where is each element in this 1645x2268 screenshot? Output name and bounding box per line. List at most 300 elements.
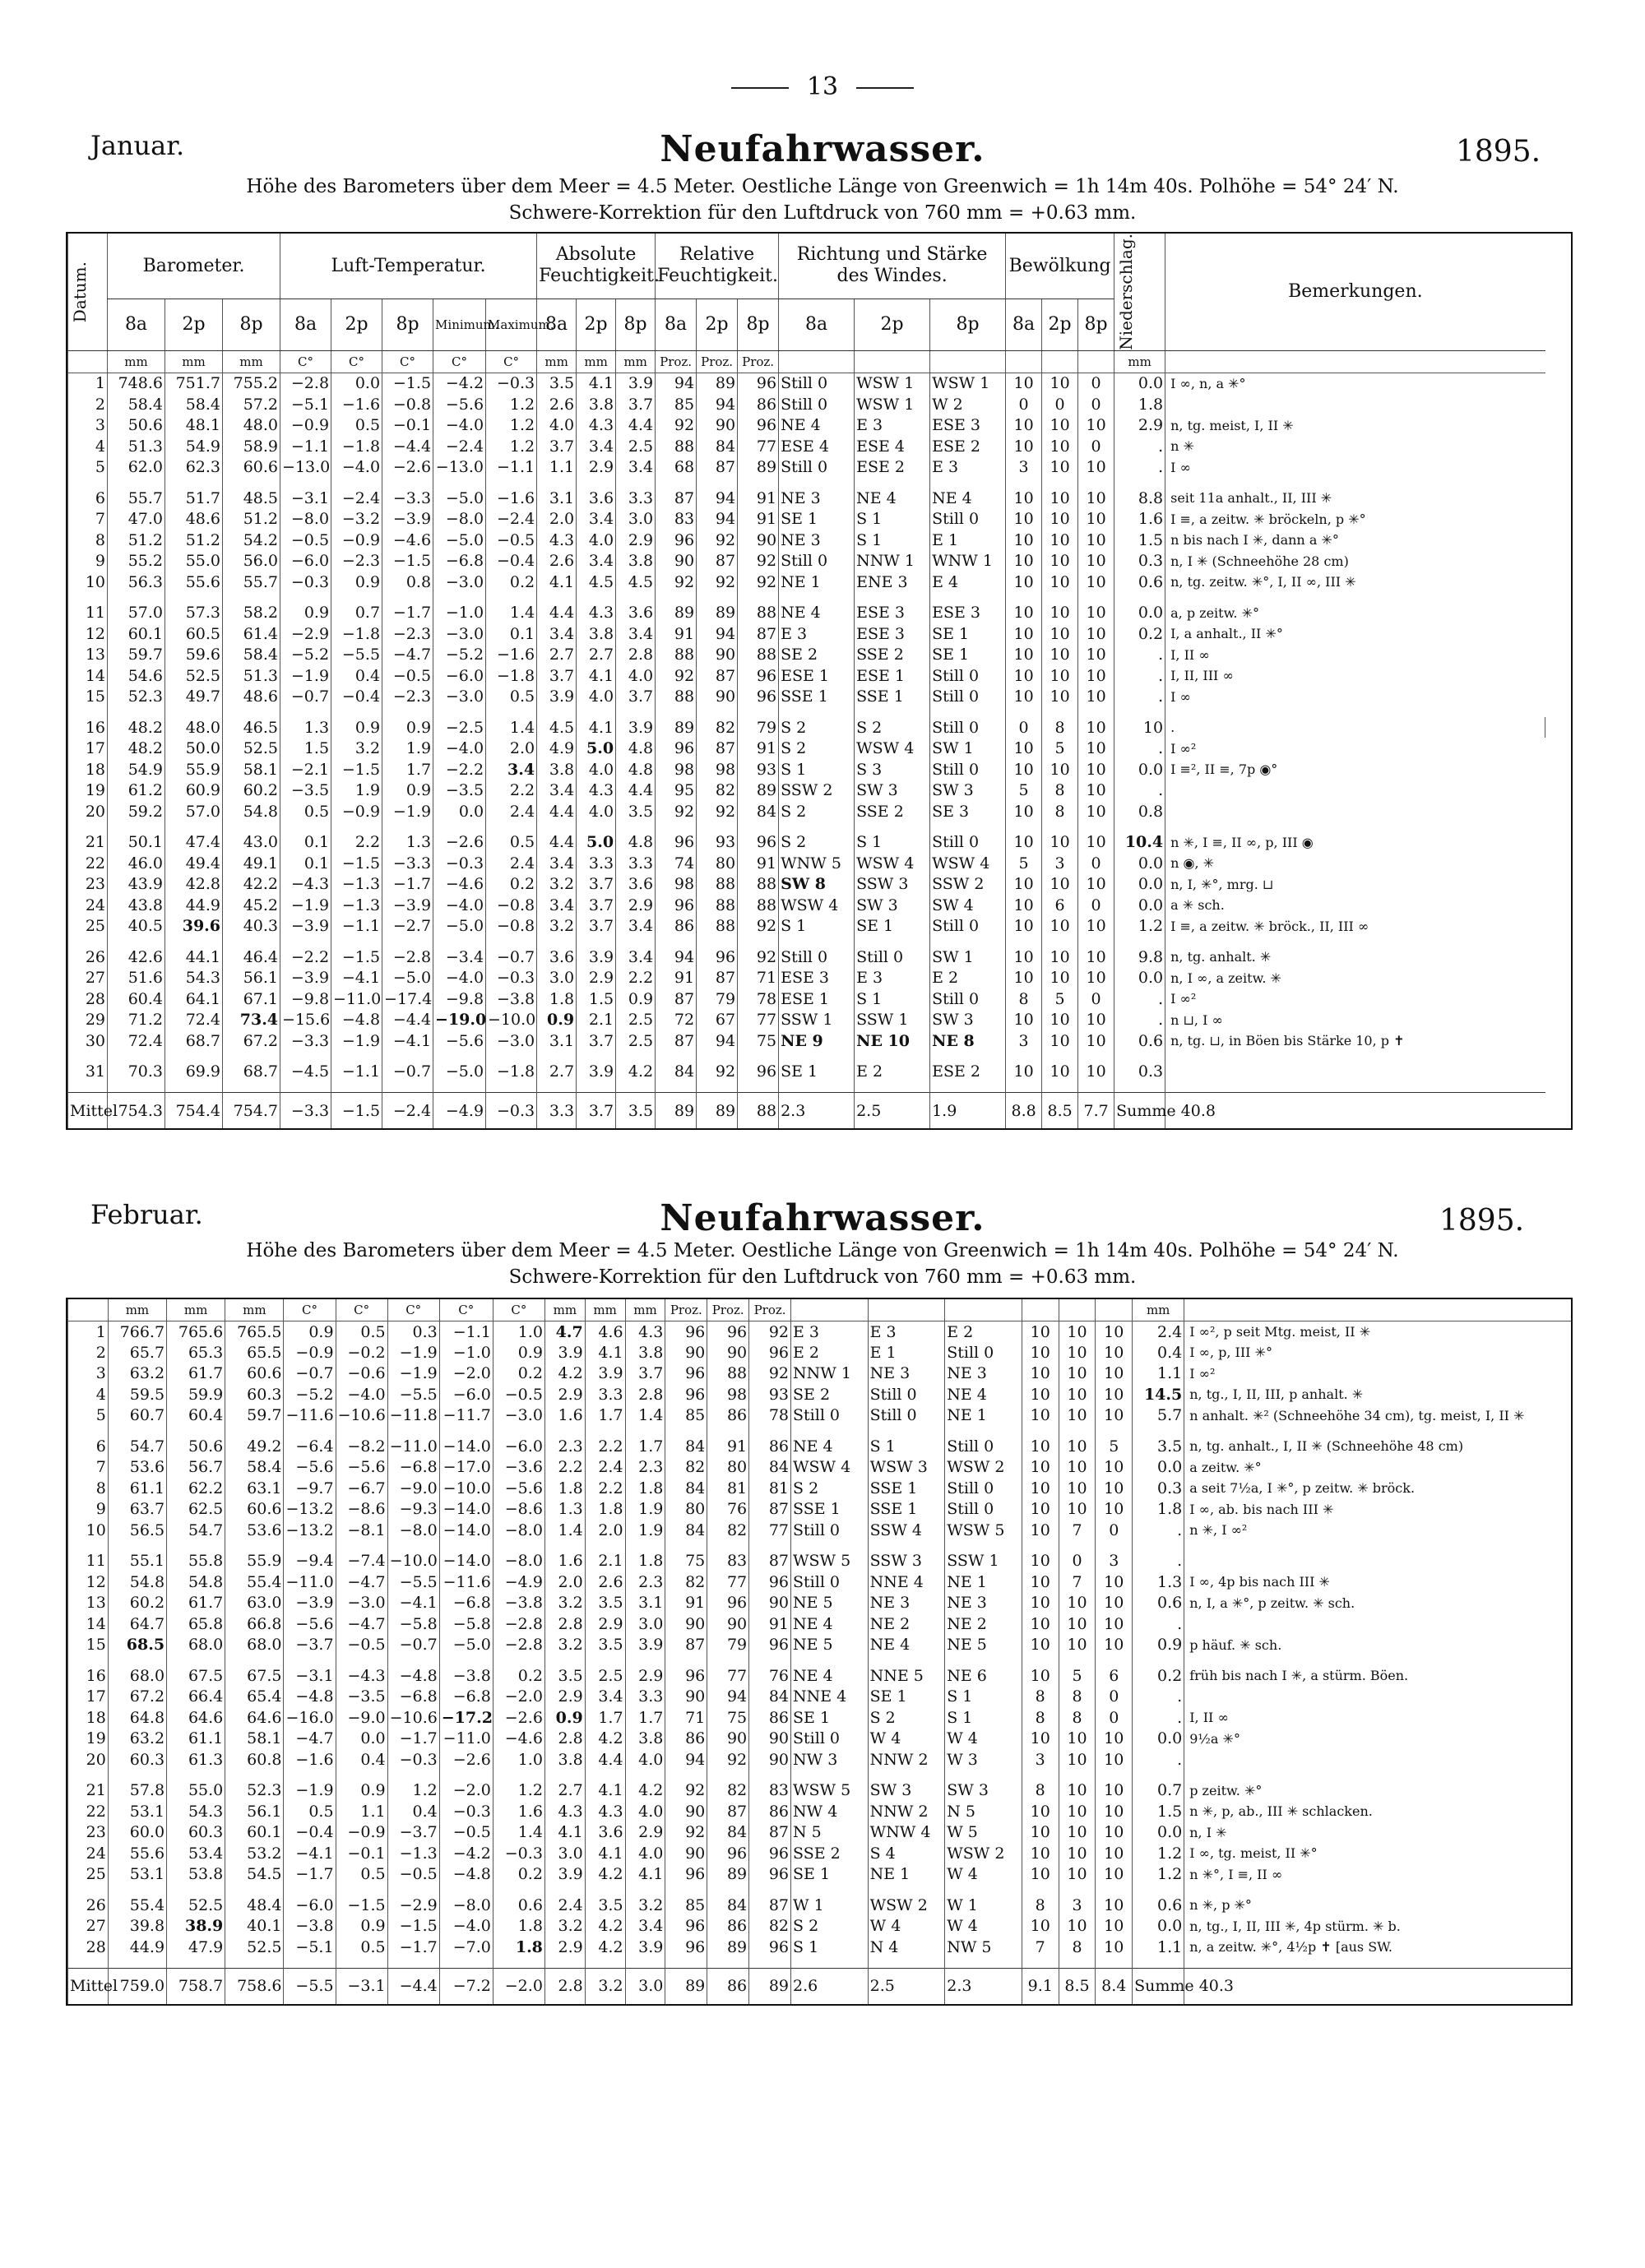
table-row xyxy=(68,1593,1572,1614)
cell: 55.9 xyxy=(165,759,223,780)
cell: 52.3 xyxy=(108,686,165,707)
cell: 3.9 xyxy=(577,1061,616,1082)
cell: NNW 2 xyxy=(868,1801,945,1822)
cell: 2.3 xyxy=(544,1436,585,1457)
cell: −2.0 xyxy=(439,1363,493,1385)
cell: 3.4 xyxy=(486,759,537,780)
cell: 2.9 xyxy=(616,895,656,916)
unit-cell: mm xyxy=(625,1299,665,1321)
cell: 10 xyxy=(1006,1009,1042,1030)
cell: E 2 xyxy=(791,1342,869,1363)
cell: 52.5 xyxy=(167,1895,225,1916)
cell: 60.7 xyxy=(108,1405,166,1427)
cell: 10 xyxy=(1042,686,1078,707)
cell: −0.6 xyxy=(336,1363,387,1385)
cell: NE 5 xyxy=(945,1635,1022,1656)
cell: 10 xyxy=(1042,508,1078,530)
cell: 12 xyxy=(68,1571,109,1593)
unit-cell: mm xyxy=(165,350,223,373)
cell: 10 xyxy=(1059,1405,1096,1427)
unit-cell: mm xyxy=(585,1299,625,1321)
cell: 89 xyxy=(707,1864,749,1886)
cell: 4.3 xyxy=(577,602,616,623)
unit-cell xyxy=(1022,1299,1059,1321)
cell: 10 xyxy=(1059,1478,1096,1499)
cell: 48.2 xyxy=(108,717,165,738)
cell: 63.7 xyxy=(108,1499,166,1520)
cell: 77 xyxy=(707,1665,749,1687)
cell: 88 xyxy=(738,895,779,916)
cell: −2.8 xyxy=(382,947,433,968)
cell: 0 xyxy=(1006,717,1042,738)
cell: 2.3 xyxy=(625,1457,665,1479)
cell: 3.1 xyxy=(537,488,577,509)
cell: NW 4 xyxy=(791,1801,869,1822)
cell: ENE 3 xyxy=(855,572,930,593)
cell: 74 xyxy=(656,853,697,874)
cell: 3.6 xyxy=(616,602,656,623)
cell: 5 xyxy=(1059,1665,1096,1687)
cell: n, I ✳ xyxy=(1184,1822,1571,1844)
unit-cell xyxy=(791,1299,869,1321)
cell: Still 0 xyxy=(868,1384,945,1405)
cell: 82 xyxy=(707,1520,749,1541)
cell: 8 xyxy=(1022,1707,1059,1729)
cell: 2.9 xyxy=(544,1937,585,1958)
unit-cell: mm xyxy=(577,350,616,373)
cell: 92 xyxy=(738,947,779,968)
cell xyxy=(1545,717,1571,738)
cell: −5.0 xyxy=(439,1635,493,1656)
unit-cell xyxy=(1006,350,1042,373)
cell: 1.7 xyxy=(585,1405,625,1427)
cell: 14.5 xyxy=(1133,1384,1184,1405)
cell: 90 xyxy=(697,644,738,665)
cell: 94 xyxy=(697,1030,738,1052)
unit-cell: mm xyxy=(225,1299,284,1321)
cell: 10 xyxy=(1096,1864,1133,1886)
cell: 10 xyxy=(1059,1363,1096,1385)
cell: 79 xyxy=(697,988,738,1010)
cell: −5.6 xyxy=(284,1613,336,1635)
cell: −3.9 xyxy=(382,895,433,916)
cell: 3.0 xyxy=(616,508,656,530)
cell: 67.1 xyxy=(223,988,280,1010)
cell: −2.4 xyxy=(486,508,537,530)
cell: 89 xyxy=(656,602,697,623)
cell: 63.2 xyxy=(108,1729,166,1750)
cell: 2.9 xyxy=(544,1687,585,1708)
cell: 4 xyxy=(68,436,108,457)
cell: 79 xyxy=(707,1635,749,1656)
cell: 13 xyxy=(68,1593,109,1614)
cell: 4.2 xyxy=(585,1729,625,1750)
cell: −5.2 xyxy=(284,1384,336,1405)
cell: 96 xyxy=(697,947,738,968)
cell: 54.6 xyxy=(108,665,165,687)
cell: 98 xyxy=(656,873,697,895)
cell: 0.0 xyxy=(1114,895,1165,916)
cell: −7.0 xyxy=(439,1937,493,1958)
cell: 93 xyxy=(738,759,779,780)
cell: 55.6 xyxy=(165,572,223,593)
subhead-temp-8p: 8p xyxy=(382,299,433,350)
cell: −1.3 xyxy=(331,895,382,916)
cell: 765.5 xyxy=(225,1321,284,1343)
cell: 5.7 xyxy=(1133,1405,1184,1427)
cell: −14.0 xyxy=(439,1499,493,1520)
cell: 96 xyxy=(738,831,779,853)
cell: −6.8 xyxy=(433,550,486,572)
cell: NE 2 xyxy=(868,1613,945,1635)
unit-cell: C° xyxy=(280,350,331,373)
cell: 55.7 xyxy=(108,488,165,509)
cell: −2.4 xyxy=(331,488,382,509)
cell: 82 xyxy=(697,780,738,801)
subhead-cloud-8a: 8a xyxy=(1006,299,1042,350)
cell: 4.3 xyxy=(577,780,616,801)
cell: −3.0 xyxy=(336,1593,387,1614)
cell: 2.8 xyxy=(616,644,656,665)
cell: 2.4 xyxy=(1133,1321,1184,1343)
cell: 10 xyxy=(1078,915,1114,937)
cell: −8.0 xyxy=(439,1895,493,1916)
cell: SSW 1 xyxy=(945,1551,1022,1572)
cell: I, II ∞ xyxy=(1184,1707,1571,1729)
cell: n, I ✳ (Schneehöhe 28 cm) xyxy=(1165,550,1545,572)
cell: 2.5 xyxy=(616,1009,656,1030)
cell: WNW 4 xyxy=(868,1822,945,1844)
cell: 61.7 xyxy=(167,1363,225,1385)
cell: SE 1 xyxy=(868,1687,945,1708)
cell: 67.2 xyxy=(108,1687,166,1708)
cell: Still 0 xyxy=(930,686,1006,707)
cell: −6.8 xyxy=(439,1687,493,1708)
cell: 83 xyxy=(749,1780,791,1802)
cell: Still 0 xyxy=(779,373,855,394)
cell: 75 xyxy=(738,1030,779,1052)
cell: a ✳ sch. xyxy=(1165,895,1545,916)
cell: 58.1 xyxy=(223,759,280,780)
cell: 1 xyxy=(68,1321,109,1343)
cell: −4.8 xyxy=(439,1864,493,1886)
cell: −0.1 xyxy=(382,414,433,436)
cell: −1.8 xyxy=(331,623,382,645)
cell: 0.0 xyxy=(1114,759,1165,780)
cell: 60.2 xyxy=(223,780,280,801)
cell: 48.4 xyxy=(225,1895,284,1916)
cell: 10 xyxy=(1022,1593,1059,1614)
unit-cell xyxy=(945,1299,1022,1321)
cell: 66.8 xyxy=(225,1613,284,1635)
cell: 25 xyxy=(68,915,108,937)
cell: NW 3 xyxy=(791,1749,869,1770)
cell: n, tg. zeitw. ✳°, I, II ∞, III ✳ xyxy=(1165,572,1545,593)
cell xyxy=(1184,1968,1571,2004)
cell: . xyxy=(1114,686,1165,707)
cell: 759.0 xyxy=(108,1968,166,2004)
cell: 10 xyxy=(1042,602,1078,623)
cell: 57.2 xyxy=(223,394,280,415)
cell: 10 xyxy=(1022,1363,1059,1385)
unit-cell: mm xyxy=(1133,1299,1184,1321)
cell: −5.0 xyxy=(433,488,486,509)
cell: −3.0 xyxy=(493,1405,544,1427)
subhead-maximum: Maximum. xyxy=(486,299,537,350)
cell: 2.9 xyxy=(577,456,616,478)
cell: 2.9 xyxy=(616,530,656,551)
cell: 53.6 xyxy=(108,1457,166,1479)
cell: 4.1 xyxy=(577,717,616,738)
cell: 3.9 xyxy=(544,1342,585,1363)
cell: 4.1 xyxy=(625,1864,665,1886)
cell: 1.8 xyxy=(493,1937,544,1958)
cell: S 1 xyxy=(945,1707,1022,1729)
cell: 2.4 xyxy=(486,853,537,874)
cell: −1.1 xyxy=(331,1061,382,1082)
cell: −1.1 xyxy=(331,915,382,937)
cell: 87 xyxy=(697,456,738,478)
cell: 1.2 xyxy=(486,394,537,415)
cell: −8.6 xyxy=(336,1499,387,1520)
cell: 62.2 xyxy=(167,1478,225,1499)
cell: −1.5 xyxy=(387,1916,439,1937)
cell: n ✳, p ✳° xyxy=(1184,1895,1571,1916)
cell: −3.5 xyxy=(280,780,331,801)
cell: 94 xyxy=(665,1749,707,1770)
cell: 4.0 xyxy=(537,414,577,436)
cell: −2.3 xyxy=(382,623,433,645)
cell: −5.0 xyxy=(433,915,486,937)
cell: 0.5 xyxy=(280,801,331,822)
table-row xyxy=(68,1729,1572,1750)
cell: −2.9 xyxy=(280,623,331,645)
cell: 27 xyxy=(68,967,108,988)
cell: 0.2 xyxy=(493,1665,544,1687)
cell: 10 xyxy=(1078,1009,1114,1030)
cell: W 3 xyxy=(945,1749,1022,1770)
cell: SE 1 xyxy=(791,1864,869,1886)
cell: −0.1 xyxy=(336,1843,387,1864)
cell: Still 0 xyxy=(930,717,1006,738)
cell: 43.8 xyxy=(108,895,165,916)
cell: 10 xyxy=(1078,456,1114,478)
cell: 2.0 xyxy=(537,508,577,530)
table-row xyxy=(68,530,1572,551)
cell: 4.1 xyxy=(577,665,616,687)
cell: −4.5 xyxy=(280,1061,331,1082)
cell: 48.1 xyxy=(165,414,223,436)
cell: 48.6 xyxy=(165,508,223,530)
cell: 8 xyxy=(1059,1937,1096,1958)
cell: 96 xyxy=(656,895,697,916)
cell: 60.9 xyxy=(165,780,223,801)
unit-cell xyxy=(855,350,930,373)
cell: 0.0 xyxy=(1133,1729,1184,1750)
cell: 84 xyxy=(749,1687,791,1708)
cell: 8 xyxy=(1042,780,1078,801)
cell: 2.4 xyxy=(585,1457,625,1479)
cell: 0.5 xyxy=(486,686,537,707)
cell: −0.9 xyxy=(336,1822,387,1844)
cell: 86 xyxy=(707,1916,749,1937)
cell: 10 xyxy=(1096,1363,1133,1385)
cell: NE 6 xyxy=(945,1665,1022,1687)
cell: 44.9 xyxy=(165,895,223,916)
cell: SSE 1 xyxy=(868,1499,945,1520)
cell: −4.6 xyxy=(382,530,433,551)
cell: 59.2 xyxy=(108,801,165,822)
cell: 89 xyxy=(656,1092,697,1128)
cell: −0.4 xyxy=(331,686,382,707)
cell: 60.4 xyxy=(167,1405,225,1427)
col-bewoelkung: Bewölkung xyxy=(1006,234,1114,299)
cell: −16.0 xyxy=(284,1707,336,1729)
cell: 2.2 xyxy=(331,831,382,853)
cell: 0.0 xyxy=(1133,1916,1184,1937)
cell: N 4 xyxy=(868,1937,945,1958)
cell: 0.1 xyxy=(280,831,331,853)
cell: 90 xyxy=(707,1729,749,1750)
cell: 0.1 xyxy=(280,853,331,874)
table-row xyxy=(68,1937,1572,1958)
cell: 61.2 xyxy=(108,780,165,801)
cell: 96 xyxy=(738,373,779,394)
cell: −1.7 xyxy=(387,1729,439,1750)
cell: 8 xyxy=(1022,1780,1059,1802)
cell: 98 xyxy=(656,759,697,780)
cell: −19.0 xyxy=(433,1009,486,1030)
cell: −3.0 xyxy=(433,572,486,593)
table-row xyxy=(68,1822,1572,1844)
cell: 29 xyxy=(68,1009,108,1030)
cell: 2.4 xyxy=(486,801,537,822)
cell: −0.5 xyxy=(382,665,433,687)
table-row xyxy=(68,1864,1572,1886)
table-row xyxy=(68,1009,1572,1030)
cell: −5.1 xyxy=(280,394,331,415)
cell: 10 xyxy=(1006,738,1042,759)
cell: W 4 xyxy=(945,1864,1022,1886)
cell: 10 xyxy=(1059,1864,1096,1886)
cell: 39.6 xyxy=(165,915,223,937)
cell: −9.7 xyxy=(284,1478,336,1499)
cell: 14 xyxy=(68,665,108,687)
cell: NE 9 xyxy=(779,1030,855,1052)
cell: 61.7 xyxy=(167,1593,225,1614)
table-row xyxy=(68,1635,1572,1656)
group-gap xyxy=(68,1958,1572,1969)
cell: 94 xyxy=(697,394,738,415)
cell: 60.0 xyxy=(108,1822,166,1844)
cell: −4.0 xyxy=(433,967,486,988)
cell: 3 xyxy=(1059,1895,1096,1916)
cell: 3.7 xyxy=(616,686,656,707)
cell: 50.0 xyxy=(165,738,223,759)
unit-cell xyxy=(1042,350,1078,373)
cell: N 5 xyxy=(945,1801,1022,1822)
cell: 10 xyxy=(1096,1729,1133,1750)
table-row xyxy=(68,644,1572,665)
cell: 10 xyxy=(1042,623,1078,645)
page-number: 13 xyxy=(0,72,1645,101)
cell: 4.0 xyxy=(625,1749,665,1770)
cell: 3.9 xyxy=(585,1363,625,1385)
cell: n anhalt. ✳² (Schneehöhe 34 cm), tg. meist, I, II ✳ xyxy=(1184,1405,1571,1427)
cell: 2.2 xyxy=(585,1436,625,1457)
unit-cell: C° xyxy=(439,1299,493,1321)
cell: 10 xyxy=(1006,373,1042,394)
cell: 10 xyxy=(1059,1593,1096,1614)
table-row xyxy=(68,853,1572,874)
cell: 55.0 xyxy=(165,550,223,572)
cell: 10 xyxy=(1022,1457,1059,1479)
cell: 10 xyxy=(1006,488,1042,509)
cell: 10 xyxy=(1022,1436,1059,1457)
cell: früh bis nach I ✳, a stürm. Böen. xyxy=(1184,1665,1571,1687)
cell: 79 xyxy=(738,717,779,738)
cell: 91 xyxy=(738,508,779,530)
cell: −9.8 xyxy=(280,988,331,1010)
cell: Still 0 xyxy=(930,508,1006,530)
cell: −11.8 xyxy=(387,1405,439,1427)
cell: 5 xyxy=(1006,780,1042,801)
cell: n, tg. ⊔, in Böen bis Stärke 10, p ✝ xyxy=(1165,1030,1545,1052)
cell: −6.0 xyxy=(284,1895,336,1916)
cell: 77 xyxy=(749,1520,791,1541)
cell: Still 0 xyxy=(930,988,1006,1010)
cell: 56.1 xyxy=(223,967,280,988)
cell: −1.0 xyxy=(433,602,486,623)
cell: . xyxy=(1114,738,1165,759)
cell: I ∞ xyxy=(1165,456,1545,478)
table-row xyxy=(68,1895,1572,1916)
cell: 96 xyxy=(749,1937,791,1958)
cell: 2.9 xyxy=(625,1665,665,1687)
cell: 91 xyxy=(656,967,697,988)
cell: 10 xyxy=(1059,1635,1096,1656)
cell: 10 xyxy=(1022,1801,1059,1822)
cell: . xyxy=(1133,1687,1184,1708)
cell: 96 xyxy=(738,1061,779,1082)
cell: 5.0 xyxy=(577,738,616,759)
cell: 1.9 xyxy=(930,1092,1006,1128)
cell: 0.9 xyxy=(537,1009,577,1030)
cell: 89 xyxy=(697,602,738,623)
cell: 10 xyxy=(1096,1749,1133,1770)
cell xyxy=(1184,1551,1571,1572)
cell xyxy=(1165,801,1545,822)
cell: I ≡, a zeitw. ✳ bröck., II, III ∞ xyxy=(1165,915,1545,937)
cell: 87 xyxy=(749,1499,791,1520)
cell: 48.6 xyxy=(223,686,280,707)
cell: 0.7 xyxy=(1133,1780,1184,1802)
cell: 1.4 xyxy=(544,1520,585,1541)
cell: E 3 xyxy=(855,967,930,988)
unit-cell: mm xyxy=(616,350,656,373)
cell: 10 xyxy=(1078,759,1114,780)
cell: −2.0 xyxy=(439,1780,493,1802)
cell: 54.2 xyxy=(223,530,280,551)
cell: 45.2 xyxy=(223,895,280,916)
cell: 2.7 xyxy=(537,1061,577,1082)
cell: 10 xyxy=(1006,759,1042,780)
cell: 3.5 xyxy=(585,1895,625,1916)
cell: 2.1 xyxy=(577,1009,616,1030)
cell: 10 xyxy=(1006,801,1042,822)
unit-cell xyxy=(930,350,1006,373)
cell: −11.6 xyxy=(439,1571,493,1593)
